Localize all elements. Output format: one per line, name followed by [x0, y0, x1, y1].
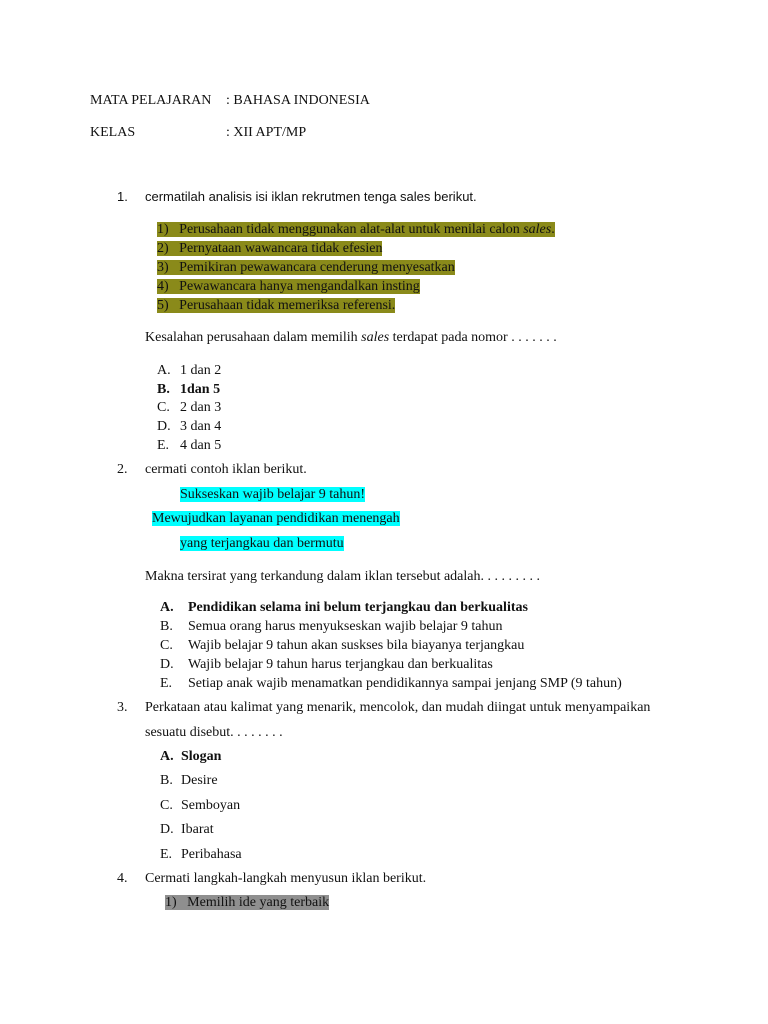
option-d: [160, 821, 214, 839]
list-item: [165, 894, 329, 912]
option-letter: E.: [160, 847, 173, 862]
option-e: [160, 846, 242, 864]
option-d: [160, 656, 493, 674]
option-text: Wajib belajar 9 tahun harus terjangkau dan berkualitas: [188, 657, 493, 672]
list-item: [157, 259, 455, 277]
question-text: Kesalahan perusahaan dalam memilih: [145, 330, 362, 345]
question-1-number: 1.: [117, 189, 128, 204]
question-2-number: 2.: [117, 462, 128, 477]
ad-line: yang terjangkau dan bermutu: [180, 536, 344, 551]
list-item-tail: .: [551, 222, 555, 237]
option-letter: C.: [160, 798, 173, 813]
option-e: [160, 675, 622, 693]
option-b: [160, 618, 503, 636]
option-text: 1dan 5: [180, 382, 221, 397]
subject-value: : BAHASA INDONESIA: [226, 93, 370, 108]
list-item: [157, 297, 395, 315]
option-text: 4 dan 5: [180, 438, 222, 453]
list-item-number: 2): [157, 241, 169, 256]
list-item-number: 3): [157, 260, 169, 275]
class-value: : XII APT/MP: [226, 125, 307, 140]
list-item-number: 1): [165, 895, 177, 910]
list-item-italic: sales: [523, 222, 552, 237]
option-letter: D.: [157, 419, 171, 434]
list-item-text: Pewawancara hanya mengandalkan insting: [179, 279, 420, 294]
option-a-answer: [160, 748, 221, 766]
question-3-prompt-line1: Perkataan atau kalimat yang menarik, mencolok, dan mudah diingat untuk menyampaikan: [145, 700, 651, 715]
option-text: Slogan: [181, 749, 222, 764]
option-e: [157, 437, 221, 455]
option-letter: A.: [160, 600, 174, 615]
option-text: Wajib belajar 9 tahun akan suskses bila biayanya terjangkau: [188, 638, 525, 653]
question-2-question: Makna tersirat yang terkandung dalam iklan tersebut adalah. . . . . . . . .: [145, 569, 540, 584]
option-text: Semua orang harus menyukseskan wajib belajar 9 tahun: [188, 619, 503, 634]
question-3-number: 3.: [117, 700, 128, 715]
question-italic: sales: [361, 330, 390, 345]
list-item: [157, 221, 555, 239]
question-4-number: 4.: [117, 871, 128, 886]
option-text: Desire: [181, 773, 218, 788]
option-text: 3 dan 4: [180, 419, 222, 434]
option-text: Setiap anak wajib menamatkan pendidikannya sampai jenjang SMP (9 tahun): [188, 676, 622, 691]
option-c: [157, 399, 221, 417]
list-item-number: 5): [157, 298, 169, 313]
option-letter: E.: [157, 438, 170, 453]
option-c: [160, 637, 524, 655]
option-b-answer: [157, 381, 220, 399]
option-letter: B.: [160, 773, 173, 788]
option-d: [157, 418, 221, 436]
option-text: 1 dan 2: [180, 363, 222, 378]
option-text: Semboyan: [181, 798, 241, 813]
option-a-answer: [160, 599, 528, 617]
ad-line: Mewujudkan layanan pendidikan menengah: [152, 511, 400, 526]
ad-line: Sukseskan wajib belajar 9 tahun!: [180, 487, 366, 502]
option-text: Peribahasa: [181, 847, 242, 862]
option-text: Ibarat: [181, 822, 214, 837]
option-letter: E.: [160, 676, 173, 691]
list-item-text: Pemikiran pewawancara cenderung menyesatkan: [179, 260, 455, 275]
question-1-question: [145, 329, 557, 347]
option-letter: D.: [160, 822, 174, 837]
list-item-number: 4): [157, 279, 169, 294]
option-letter: B.: [157, 382, 170, 397]
question-3-prompt-line2: sesuatu disebut. . . . . . . .: [145, 725, 283, 740]
option-text: Pendidikan selama ini belum terjangkau dan berkualitas: [188, 600, 528, 615]
option-letter: A.: [157, 363, 171, 378]
list-item: [157, 278, 420, 296]
option-letter: A.: [160, 749, 174, 764]
option-letter: D.: [160, 657, 174, 672]
option-a: [157, 362, 221, 380]
question-2-prompt: cermati contoh iklan berikut.: [145, 462, 307, 477]
option-letter: C.: [157, 400, 170, 415]
option-letter: C.: [160, 638, 173, 653]
list-item-text: Pernyataan wawancara tidak efesien: [179, 241, 383, 256]
question-4-prompt: Cermati langkah-langkah menyusun iklan berikut.: [145, 871, 427, 886]
question-1-prompt: cermatilah analisis isi iklan rekrutmen tenga sales berikut.: [145, 189, 477, 204]
list-item-text: Perusahaan tidak memeriksa referensi.: [179, 298, 396, 313]
option-text: 2 dan 3: [180, 400, 222, 415]
option-b: [160, 772, 218, 790]
question-text-end: terdapat pada nomor . . . . . . .: [389, 330, 557, 345]
list-item-number: 1): [157, 222, 169, 237]
option-letter: B.: [160, 619, 173, 634]
list-item: [157, 240, 382, 258]
class-label: KELAS: [90, 125, 136, 140]
subject-label: MATA PELAJARAN: [90, 93, 212, 108]
list-item-text: Memilih ide yang terbaik: [187, 895, 330, 910]
option-c: [160, 797, 240, 815]
list-item-text: Perusahaan tidak menggunakan alat-alat untuk menilai calon: [179, 222, 524, 237]
